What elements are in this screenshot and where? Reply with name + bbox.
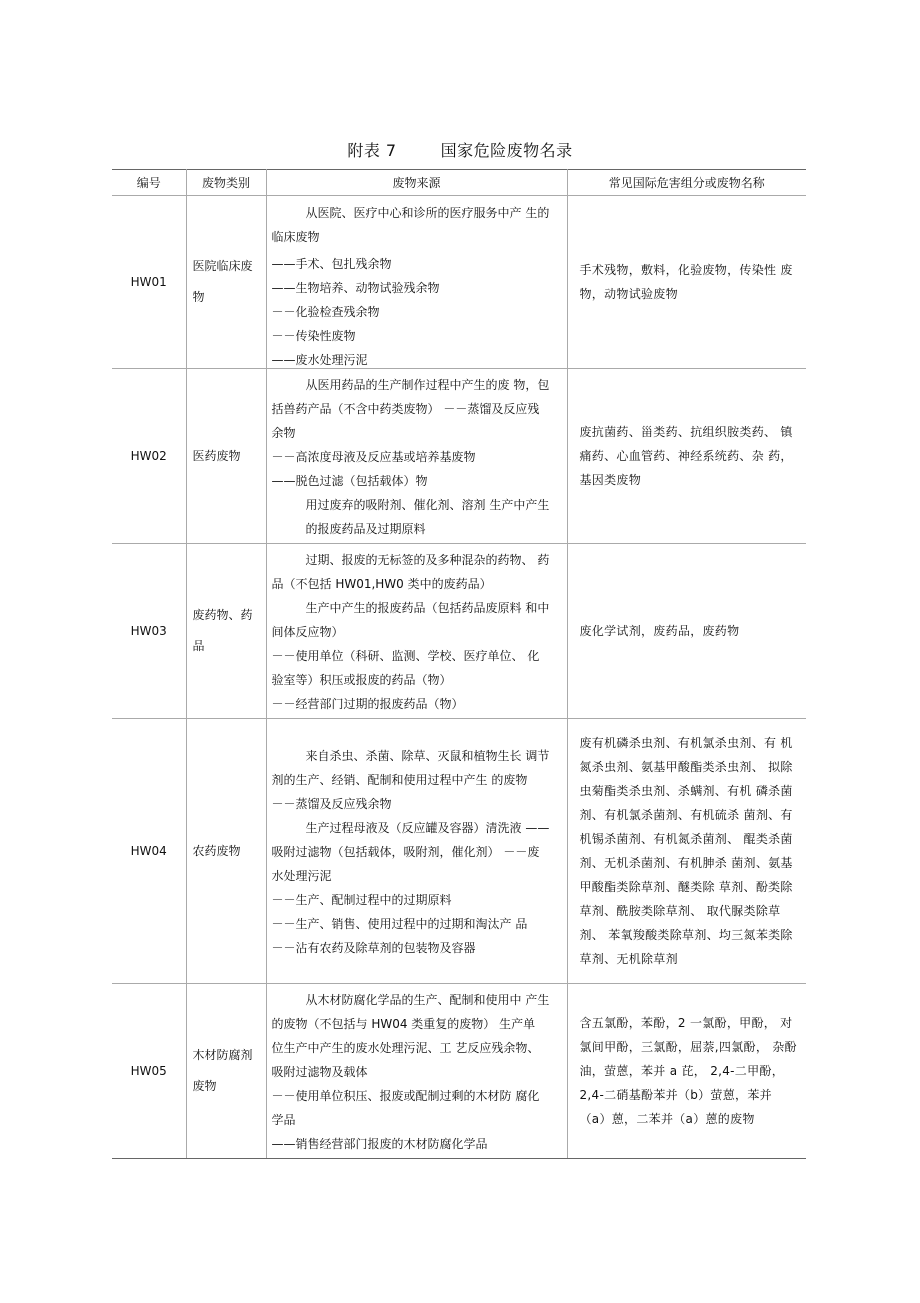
source-line: 余物: [271, 426, 296, 440]
header-names: 常见国际危害组分或废物名称: [567, 170, 806, 196]
title-catalog-name: 国家危险废物名录: [440, 141, 573, 160]
waste-names: 废化学试剂，废药品，废药物: [567, 544, 806, 719]
waste-code: HW02: [112, 369, 186, 544]
source-line: －－传染性废物: [271, 328, 356, 343]
source-line: 学品: [271, 1113, 296, 1127]
table-row: [112, 196, 806, 369]
source-line: 生产中产生的报废药品（包括药品废原料 和中: [305, 601, 550, 615]
source-line: 吸附过滤物（包括载体，吸附剂，催化剂） －－废: [271, 845, 540, 859]
source-line: 的报废药品及过期原料: [305, 522, 426, 536]
waste-source: [266, 196, 567, 369]
source-line: 品（不包括 HW01,HW0 类中的废药品）: [271, 577, 492, 591]
source-line: 临床废物: [271, 229, 320, 244]
waste-code: HW01: [112, 196, 186, 369]
source-line: －－生产、销售、使用过程中的过期和淘汰产 品: [271, 917, 528, 931]
waste-code: HW03: [112, 544, 186, 719]
hazardous-waste-table: [112, 169, 806, 1159]
source-line: 的废物（不包括与 HW04 类重复的废物） 生产单: [271, 1017, 536, 1031]
source-line: 用过废弃的吸附剂、催化剂、溶剂 生产中产生: [305, 498, 550, 512]
header-code: 编号: [112, 170, 186, 196]
source-line: 验室等）积压或报废的药品（物）: [271, 673, 452, 687]
source-line: ——脱色过滤（包括载体）物: [271, 474, 428, 488]
source-line: 剂的生产、经销、配制和使用过程中产生 的废物: [271, 773, 528, 787]
waste-source: [266, 984, 567, 1159]
table-row: [112, 544, 806, 719]
header-source: 废物来源: [266, 170, 567, 196]
source-line: ——生物培养、动物试验残余物: [271, 280, 440, 295]
source-line: 从医院、医疗中心和诊所的医疗服务中产 生的: [305, 205, 550, 220]
table-row: [112, 984, 806, 1159]
source-line: 来自杀虫、杀菌、除草、灭鼠和植物生长 调节: [305, 749, 550, 763]
source-line: －－经营部门过期的报废药品（物）: [271, 697, 464, 711]
source-line: －－蒸馏及反应残余物: [271, 797, 392, 811]
header-category: 废物类别: [186, 170, 266, 196]
waste-code: HW04: [112, 719, 186, 984]
page-title: [0, 138, 920, 161]
waste-names: 含五氯酚，苯酚，2 一氯酚，甲酚， 对氯间甲酚，三氯酚，屈萘,四氯酚， 杂酚油，萤蒽，苯并 a 芘， 2,4-二甲酚，2,4-二硝基酚苯并（b）萤蒽，苯并（a）蒽，二苯并（a）蒽的废物: [567, 984, 806, 1159]
source-line: ——废水处理污泥: [271, 352, 368, 366]
source-line: 吸附过滤物及载体: [271, 1065, 368, 1079]
waste-source: [266, 719, 567, 984]
source-line: ——销售经营部门报废的木材防腐化学品: [271, 1137, 488, 1151]
title-annex-number: 附表 7: [347, 141, 397, 160]
source-line: －－高浓度母液及反应基或培养基废物: [271, 450, 476, 464]
source-line: －－沾有农药及除草剂的包装物及容器: [271, 941, 476, 955]
waste-code: HW05: [112, 984, 186, 1159]
waste-names: 废抗菌药、甾类药、抗组织胺类药、 镇痛药、心血管药、神经系统药、杂 药，基因类废物: [567, 369, 806, 544]
waste-category: 医药废物: [186, 369, 266, 544]
source-line: 水处理污泥: [271, 869, 332, 883]
source-line: 位生产中产生的废水处理污泥、工 艺反应残余物、: [271, 1041, 540, 1055]
source-line: 从木材防腐化学品的生产、配制和使用中 产生: [305, 993, 550, 1007]
source-line: 间体反应物）: [271, 625, 344, 639]
waste-category: 木材防腐剂废物: [186, 984, 266, 1159]
waste-source: [266, 369, 567, 544]
waste-category: 农药废物: [186, 719, 266, 984]
source-line: 括兽药产品（不含中药类废物） －－蒸馏及反应残: [271, 402, 540, 416]
source-line: －－生产、配制过程中的过期原料: [271, 893, 452, 907]
source-line: －－化验检查残余物: [271, 304, 380, 319]
waste-category: 医院临床废物: [186, 196, 266, 369]
source-line: －－使用单位（科研、监测、学校、医疗单位、 化: [271, 649, 540, 663]
table-header-row: [112, 170, 806, 196]
waste-names: 废有机磷杀虫剂、有机氯杀虫剂、有 机氮杀虫剂、氨基甲酸酯类杀虫剂、 拟除虫菊酯类杀虫剂、杀螨剂、有机 磷杀菌剂、有机氯杀菌剂、有机硫杀 菌剂、有机锡杀菌剂、有机氮杀菌剂、 醌类杀菌剂、无机杀菌剂、有机胂杀 菌剂、氨基甲酸酯类除草剂、醚类除 草剂、酚类除草剂、酰胺类除草剂、 取代脲类除草剂、 苯氧羧酸类除草剂、均三氮苯类除草剂、无机除草剂: [567, 719, 806, 984]
waste-source: [266, 544, 567, 719]
source-line: 从医用药品的生产制作过程中产生的废 物，包: [305, 378, 550, 392]
source-line: ——手术、包扎残余物: [271, 256, 392, 271]
waste-names: 手术残物，敷料，化验废物，传染性 废物，动物试验废物: [567, 196, 806, 369]
source-line: －－使用单位积压、报废或配制过剩的木材防 腐化: [271, 1089, 540, 1103]
source-line: 生产过程母液及（反应罐及容器）清洗液 ——: [305, 821, 550, 835]
waste-category: 废药物、药品: [186, 544, 266, 719]
source-line: 过期、报废的无标签的及多种混杂的药物、 药: [305, 553, 550, 567]
table-row: [112, 369, 806, 544]
table-row: [112, 719, 806, 984]
